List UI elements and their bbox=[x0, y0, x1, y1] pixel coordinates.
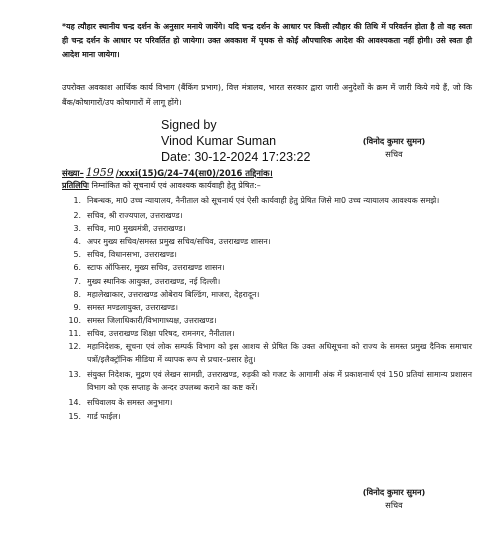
list-item-text: समस्त जिलाधिकारी/विभागाध्यक्ष, उत्तराखण्ड। bbox=[87, 315, 217, 325]
list-item-text: निबन्धक, मा0 उच्च न्यायालय, नैनीताल को सूचनार्थ एवं ऐसी कार्यवाही हेतु प्रेषित जिसे मा0 उच्च न्यायालय आवश्यक समझे। bbox=[87, 196, 440, 205]
list-item-number: 8. bbox=[73, 289, 81, 299]
list-item bbox=[62, 288, 472, 301]
instructions-paragraph: उपरोक्त अवकाश आर्थिक कार्य विभाग (बैंकिंग प्रभाग), वित्त मंत्रालय, भारत सरकार द्वारा जारी अनुदेशों के क्रम में जारी किये गये हैं, जो कि बैंक/कोषागारों/उप कोषागारों में लागू होंगे। bbox=[62, 83, 472, 107]
list-item-text: स्टाफ ऑफिसर, मुख्य सचिव, उत्तराखण्ड शासन। bbox=[87, 263, 225, 273]
list-item-number: 12. bbox=[68, 342, 81, 352]
list-item-number: 3. bbox=[73, 224, 81, 234]
list-item-text: समस्त मण्डलायुक्त, उत्तराखण्ड। bbox=[87, 302, 178, 312]
signatory-designation: सचिव bbox=[385, 500, 403, 510]
reference-prefix: संख्या– bbox=[62, 168, 84, 178]
list-item bbox=[62, 396, 472, 409]
list-item bbox=[62, 368, 472, 394]
reference-number bbox=[62, 166, 273, 179]
list-item-number: 13. bbox=[68, 370, 81, 380]
list-item-text: मुख्य स्थानिक आयुक्त, उत्तराखण्ड, नई दिल्ली। bbox=[87, 276, 221, 286]
list-item-number: 2. bbox=[73, 211, 81, 221]
list-item bbox=[62, 410, 472, 423]
signed-by-line: Signed by bbox=[161, 118, 217, 132]
list-item-text: सचिव, विधानसभा, उत्तराखण्ड। bbox=[87, 250, 177, 260]
copy-text: निम्नांकित को सूचनार्थ एवं आवश्यक कार्यवाही हेतु प्रेषित:– bbox=[91, 181, 261, 190]
list-item-number: 15. bbox=[68, 411, 81, 421]
reference-rest: /xxxi(15)G/24–74(सा0)/2016 तद्दिनांक। bbox=[115, 168, 273, 178]
list-item-number: 9. bbox=[73, 302, 81, 312]
signatory-block-bottom bbox=[334, 486, 454, 512]
signatory-name: (विनोद कुमार सुमन) bbox=[362, 487, 426, 497]
list-item-number: 7. bbox=[73, 276, 81, 286]
list-item-text: अपर मुख्य सचिव/समस्त प्रमुख सचिव/सचिव, उत्तराखण्ड शासन। bbox=[87, 237, 271, 247]
list-item bbox=[62, 301, 472, 314]
list-item bbox=[62, 222, 472, 235]
list-item bbox=[62, 314, 472, 327]
signer-name-line: Vinod Kumar Suman bbox=[161, 133, 277, 148]
list-item-text: सचिवालय के समस्त अनुभाग। bbox=[87, 398, 173, 408]
list-item-number: 5. bbox=[73, 250, 81, 260]
festival-note: *यह त्यौहार स्थानीय चन्द्र दर्शन के अनुसार मनाये जायेंगे। यदि चन्द्र दर्शन के आधार पर किसी त्यौहार की तिथि में परिवर्तन होता है तो वह स्वतः ही चन्द्र दर्शन के आधार पर परिवर्तित हो जायेगा। उक्त अवकाश में पृथक से कोई औपचारिक आदेश की आवश्यकता नहीं होगी। उसे स्वतः ही आदेश माना जायेगा। bbox=[62, 22, 472, 60]
list-item-number: 6. bbox=[73, 263, 81, 273]
signatory-name: (विनोद कुमार सुमन) bbox=[362, 136, 426, 146]
list-item-text: संयुक्त निदेशक, मुद्रण एवं लेखन सामग्री, उत्तराखण्ड, रुड़की को गजट के आगामी अंक में प्रकाशनार्थ एवं 150 प्रतियां सामान्य प्रशासन विभाग को एक सप्ताह के अन्दर उपलब्ध कराने का कष्ट करें। bbox=[87, 370, 472, 393]
list-item-text: सचिव, मा0 मुख्यमंत्री, उत्तराखण्ड। bbox=[87, 224, 186, 234]
list-item-text: गार्ड फाईल। bbox=[87, 411, 121, 421]
list-item-text: सचिव, श्री राज्यपाल, उत्तराखण्ड। bbox=[87, 211, 183, 221]
list-item bbox=[62, 340, 472, 366]
list-item bbox=[62, 261, 472, 274]
copy-label: प्रतिलिपिः bbox=[62, 181, 89, 190]
signature-date-line: Date: 30-12-2024 17:23:22 bbox=[161, 149, 311, 164]
handwritten-number: 1959 bbox=[85, 166, 114, 179]
list-item bbox=[62, 194, 472, 207]
list-item-text: महालेखाकार, उत्तराखण्ड ओबेराय बिल्डिंग, माजरा, देहरादून। bbox=[87, 289, 260, 299]
copy-to-intro bbox=[62, 180, 472, 191]
digital-signature-block bbox=[161, 118, 310, 165]
recipient-list bbox=[62, 194, 472, 423]
list-item bbox=[62, 235, 472, 248]
signatory-block-top bbox=[334, 135, 454, 161]
list-item-number: 11. bbox=[68, 328, 81, 338]
list-item bbox=[62, 327, 472, 340]
list-item-number: 14. bbox=[68, 398, 81, 408]
list-item-text: सचिव, उत्तराखण्ड शिक्षा परिषद, रामनगर, नैनीताल। bbox=[87, 328, 235, 338]
list-item bbox=[62, 209, 472, 222]
list-item-number: 10. bbox=[68, 315, 81, 325]
list-item-text: महानिदेशक, सूचना एवं लोक सम्पर्क विभाग को इस आशय से प्रेषित कि उक्त अधिसूचना को राज्य के समस्त प्रमुख दैनिक समाचार पत्रों/इलैक्ट्रॉनिक मीडिया में व्यापक रूप से प्रचार–प्रसार हेतु। bbox=[87, 342, 472, 365]
list-item bbox=[62, 275, 472, 288]
list-item-number: 1. bbox=[73, 196, 81, 205]
signatory-designation: सचिव bbox=[385, 149, 403, 159]
list-item bbox=[62, 248, 472, 261]
list-item-number: 4. bbox=[73, 237, 81, 247]
